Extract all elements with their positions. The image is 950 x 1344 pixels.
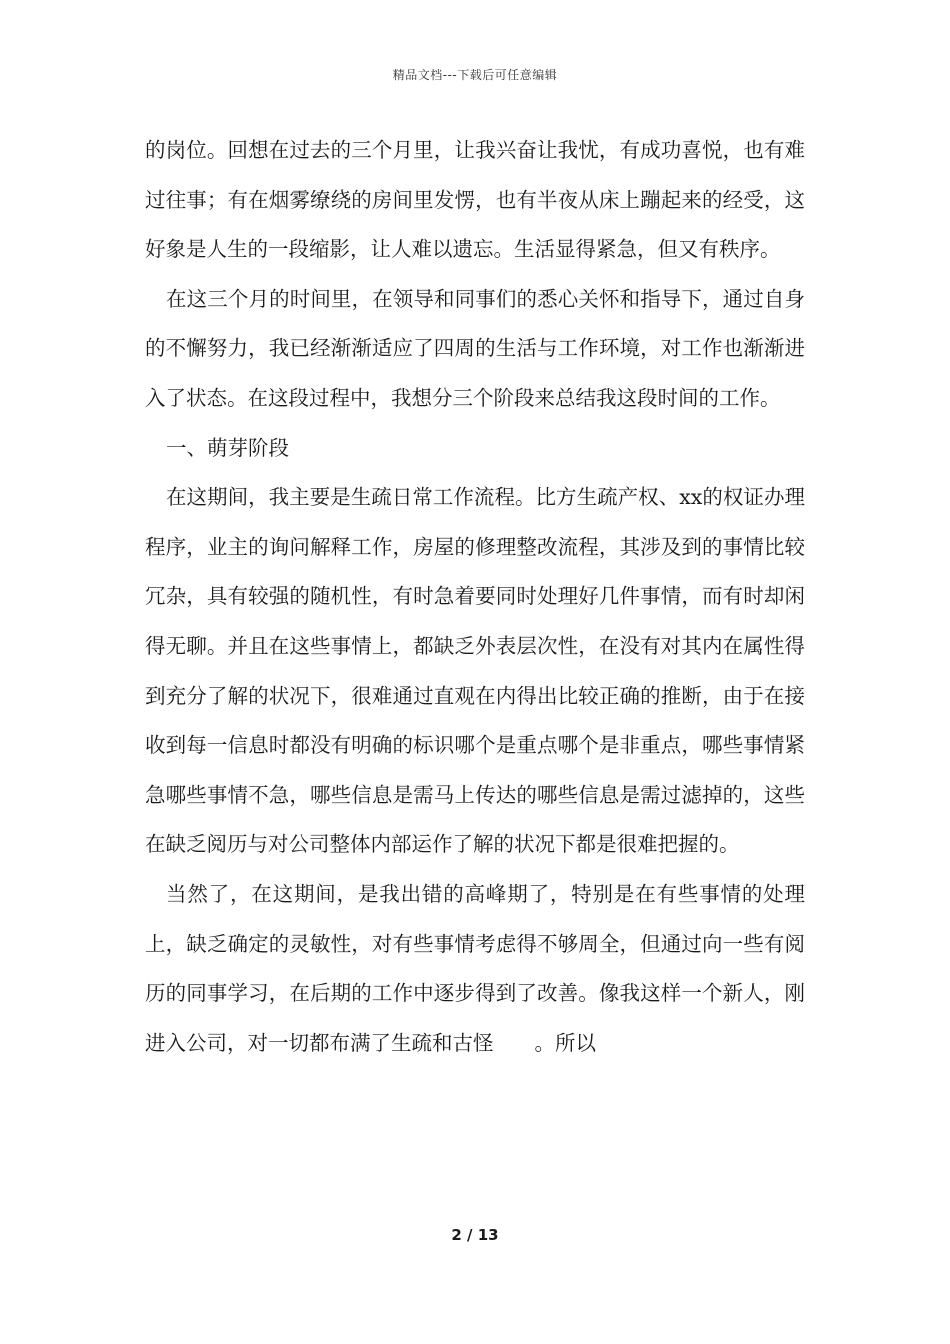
paragraph-during-period: 在这期间，我主要是生疏日常工作流程。比方生疏产权、xx的权证办理程序，业主的询问解释工作，房屋的修理整改流程，其涉及到的事情比较冗杂，具有较强的随机性，有时急着要同时处理好几件事情，而有时却闲得无聊。并且在这些事情上，都缺乏外表层次性，在没有对其内在属性得到充分了解的状况下，很难通过直观在内得出比较正确的推断，由于在接收到每一信息时都没有明确的标识哪个是重点哪个是非重点，哪些事情紧急哪些事情不急，哪些信息是需马上传达的哪些信息是需过滤掉的，这些在缺乏阅历与对公司整体内部运作了解的状况下都是很难把握的。 xyxy=(145,485,805,857)
paragraph-continuation: 的岗位。回想在过去的三个月里，让我兴奋让我忧，有成功喜悦，也有难过往事；有在烟雾缭绕的房间里发愣，也有半夜从床上蹦起来的经受，这好象是人生的一段缩影，让人难以遗忘。生活显得紧急，但又有秩序。 xyxy=(145,138,805,262)
page-number: 2 / 13 xyxy=(451,1226,499,1244)
paragraph-three-months: 在这三个月的时间里，在领导和同事们的悉心关怀和指导下，通过自身的不懈努力，我已经渐渐适应了四周的生活与工作环境，对工作也渐渐进入了状态。在这段过程中，我想分三个阶段来总结我这段时间的工作。 xyxy=(145,286,805,410)
paragraph-mistakes-peak: 当然了，在这期间，是我出错的高峰期了，特别是在有些事情的处理上，缺乏确定的灵敏性，对有些事情考虑得不够周全，但通过向一些有阅历的同事学习，在后期的工作中逐步得到了改善。像我这样一个新人，刚进入公司，对一切都布满了生疏和古怪 。所以 xyxy=(145,881,805,1055)
section-heading-sprout-stage: 一、萌芽阶段 xyxy=(166,435,289,460)
document-body xyxy=(145,126,805,1068)
page-header: 精品文档---下载后可任意编辑 xyxy=(392,68,558,82)
